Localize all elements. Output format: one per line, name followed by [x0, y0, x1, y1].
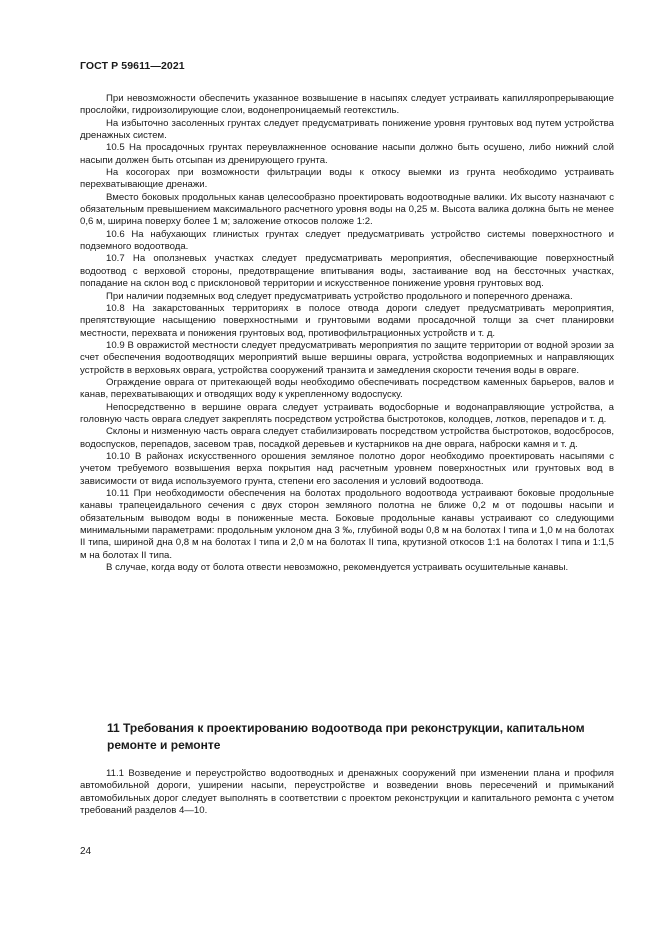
paragraph-10-8: 10.8 На закарстованных территориях в полосе отвода дороги следует предусматривать мероприятия, препятствующие насыщению поверхностными и грунтовыми водами просадочной толщи за счет планировки местности, перехвата и понижения грунтовых вод, противофильтрационных устройств и т. д.: [80, 302, 614, 339]
paragraph: При наличии подземных вод следует предусматривать устройство продольного и поперечного дренажа.: [106, 290, 573, 302]
paragraph: Непосредственно в вершине оврага следует устраивать водосборные и водонаправляющие устройства, а головную часть оврага следует закреплять посредством устройства быстротоков, колодцев, лотков, перепадов и т. д.: [80, 401, 614, 425]
paragraph-10-10: 10.10 В районах искусственного орошения земляное полотно дорог необходимо проектировать насыпями с учетом требуемого возвышения верха покрытия над расчетным уровнем поверхностных или грунтовых вод в зависимости от вида используемого грунта, степени его засоления и условий водоотвода.: [80, 450, 614, 487]
paragraph: На косогорах при возможности фильтрации воды к откосу выемки из грунта необходимо устраивать перехватывающие дренажи.: [80, 167, 614, 191]
paragraph: В случае, когда воду от болота отвести невозможно, рекомендуется устраивать осушительные канавы.: [106, 562, 569, 574]
paragraph-11-1: 11.1 Возведение и переустройство водоотводных и дренажных сооружений при изменении плана и профиля автомобильной дороги, уширении насыпи, переустройстве и возведении вновь пересечений и примыканий автомобильных дорог следует выполнять в соответствии с проектом реконструкции и капитального ремонта с учетом требований разделов 4—10.: [80, 768, 614, 817]
paragraph-10-11: 10.11 При необходимости обеспечения на болотах продольного водоотвода устраивают боковые продольные канавы трапецеидального сечения с двух сторон земляного полотна не ближе 0,2 м от подошвы насыпи и обязательным выводом воды в пониженные места. Боковые продольные канавы устраивают со следующими минимальными параметрами: продольным уклоном дна 3 ‰, глубиной воды 0,8 м на болотах I типа и 1,0 м на болотах II типа, шириной дна 0,8 м на болотах I типа и 2,0 м на болотах II типа, крутизной откосов 1:1 на болотах I типа и 1:1,5 м на болотах II типа.: [80, 488, 614, 561]
body-text: [80, 93, 614, 574]
section-11-body: [80, 768, 614, 817]
section-11-heading: 11 Требования к проектированию водоотвода при реконструкции, капитальном ремонте и ремонте: [107, 721, 585, 752]
paragraph: Вместо боковых продольных канав целесообразно проектировать водоотводные валики. Их высоту назначают с обязательным превышением максимального расчетного уровня воды на 0,25 м. Высота валика должна быть не менее 0,6 м, ширина поверху более 1 м; заложение откосов положе 1:2.: [80, 191, 614, 228]
paragraph: При невозможности обеспечить указанное возвышение в насыпях следует устраивать капилляропрерывающие прослойки, гидроизолирующие слои, водонепроницаемый геотекстиль.: [80, 93, 614, 117]
paragraph: Склоны и низменную часть оврага следует стабилизировать посредством устройства быстротоков, водосбросов, водоспусков, перепадов, засевом трав, посадкой деревьев и кустарников на дне оврага, наброски камня и т. д.: [80, 426, 614, 450]
paragraph-10-6: 10.6 На набухающих глинистых грунтах следует предусматривать устройство системы поверхностного и подземного водоотвода.: [80, 228, 614, 253]
paragraph-10-7: 10.7 На оползневых участках следует предусматривать мероприятия, обеспечивающие поверхностный водоотвод с верховой стороны, предотвращение впитывания воды, застаивание вод на бессточных участках, попадание на склон вод с присклоновой территории и искусственное понижение уровня грунтовых вод.: [80, 253, 614, 290]
paragraph: Ограждение оврага от притекающей воды необходимо обеспечивать посредством каменных барьеров, валов и канав, перехватывающих и отводящих воду к укрепленному водоспуску.: [80, 376, 614, 401]
paragraph-10-9: 10.9 В овражистой местности следует предусматривать мероприятия по защите территории от водной эрозии за счет обеспечения водоотводящих мероприятий выше вершины оврага, устройства водоприемных и направляющих устройств в верховьях оврага, устройства сооружений транзита и замедления скорости течения воды в овраге.: [80, 339, 614, 376]
document-header-standard-code: ГОСТ Р 59611—2021: [80, 60, 185, 72]
paragraph: На избыточно засоленных грунтах следует предусматривать понижение уровня грунтовых вод путем устройства дренажных систем.: [80, 117, 614, 142]
paragraph-10-5: 10.5 На просадочных грунтах переувлажненное основание насыпи должно быть осушено, либо нижний слой насыпи должен быть отсыпан из дренирующего грунта.: [80, 142, 614, 166]
page-number: 24: [80, 846, 92, 857]
